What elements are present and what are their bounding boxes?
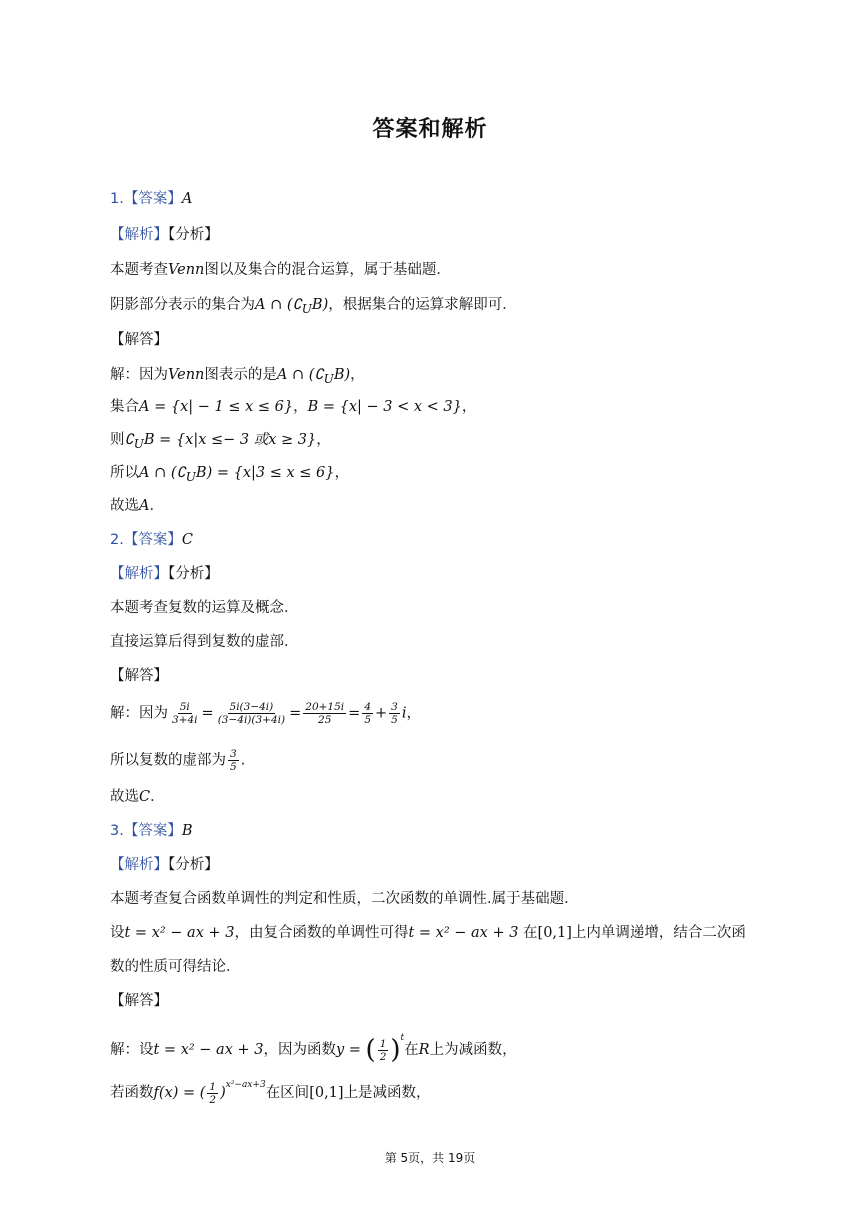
q2-answer-tag: 【答案】 bbox=[123, 532, 182, 548]
q3-answer: B bbox=[181, 823, 193, 839]
math-expr: t = x² − ax + 3 bbox=[408, 925, 519, 941]
interval: [0,1] bbox=[537, 925, 572, 941]
math-sub: U bbox=[133, 436, 144, 451]
q2-jieda-tag: 【解答】 bbox=[110, 668, 168, 684]
q1-jiexi-tag: 【解析】 bbox=[110, 227, 168, 243]
frac-den: 5 bbox=[230, 761, 237, 773]
q2-answer-line bbox=[110, 530, 193, 550]
interval: [0,1] bbox=[309, 1085, 344, 1101]
frac-num: 3 bbox=[391, 701, 398, 713]
q2-solution-line2 bbox=[110, 748, 245, 773]
q2-analysis-line2: 直接运算后得到复数的虚部． bbox=[110, 634, 299, 650]
q1-solution-line4 bbox=[110, 463, 349, 487]
text: ，根据集合的运算求解即可． bbox=[328, 297, 517, 313]
left-paren: ( bbox=[365, 1035, 376, 1065]
page-title: 答案和解析 bbox=[372, 117, 488, 142]
math-expr: y = bbox=[335, 1042, 361, 1058]
imag-unit: i bbox=[401, 705, 407, 722]
text: 上内单调递增，结合二次函 bbox=[571, 925, 746, 941]
text: 在 bbox=[404, 1042, 419, 1058]
q3-analysis-line2 bbox=[110, 923, 746, 943]
math-expr: ) bbox=[220, 1085, 226, 1101]
choice: A bbox=[139, 498, 150, 514]
math-expr: f(x) = ( bbox=[153, 1085, 206, 1101]
q2-analysis-line1: 本题考查复数的运算及概念． bbox=[110, 600, 299, 616]
q2-solution-line3 bbox=[110, 787, 165, 807]
frac-den: 5 bbox=[391, 714, 398, 726]
q1-analysis-line2 bbox=[110, 295, 517, 319]
math-expr: R bbox=[418, 1042, 430, 1058]
frac-num: 20+15i bbox=[305, 701, 345, 713]
fraction bbox=[362, 701, 373, 726]
fraction bbox=[228, 748, 239, 773]
text: 上为减函数， bbox=[429, 1042, 517, 1058]
right-paren: ) bbox=[390, 1035, 401, 1065]
frac-num: 1 bbox=[209, 1080, 217, 1093]
q3-jieda-tag: 【解答】 bbox=[110, 993, 168, 1009]
math-sub: U bbox=[323, 371, 334, 386]
frac-num: 5i(3−4i) bbox=[229, 701, 274, 713]
text: ． bbox=[149, 498, 164, 514]
venn-text: Venn bbox=[168, 262, 205, 278]
q2-answer: C bbox=[181, 532, 193, 548]
text: ，因为函数 bbox=[263, 1042, 336, 1058]
math-expr: B = {x| − 3 < x < 3} bbox=[307, 399, 462, 415]
venn-text: Venn bbox=[168, 367, 205, 383]
q1-fenxi-tag: 【分析】 bbox=[168, 227, 219, 243]
text: 本题考查 bbox=[110, 262, 168, 278]
math-sup: x²−ax+3 bbox=[225, 1080, 266, 1090]
q1-jieda-tag: 【解答】 bbox=[110, 332, 168, 348]
math-expr: A = {x| − 1 ≤ x ≤ 6} bbox=[139, 399, 294, 415]
math-expr: A ∩ (∁ bbox=[276, 367, 324, 383]
q1-analysis-line1 bbox=[110, 260, 451, 280]
text: 在区间 bbox=[265, 1085, 310, 1101]
frac-num: 4 bbox=[364, 701, 371, 713]
math-expr: B = {x|x ≤− 3 或x ≥ 3} bbox=[143, 432, 317, 448]
text: ，由复合函数的单调性可得 bbox=[234, 925, 409, 941]
q1-answer-tag: 【答案】 bbox=[123, 191, 182, 207]
frac-den: (3−4i)(3+4i) bbox=[217, 714, 286, 726]
text: ， bbox=[334, 465, 349, 481]
math-expr: B) bbox=[311, 297, 329, 313]
frac-num: 3 bbox=[230, 748, 237, 760]
text: 则 bbox=[110, 432, 125, 448]
text: 所以复数的虚部为 bbox=[110, 752, 226, 769]
frac-den: 25 bbox=[318, 714, 332, 726]
q3-solution-line1 bbox=[110, 1028, 517, 1063]
text: ， bbox=[350, 367, 365, 383]
text: 上是减函数， bbox=[343, 1085, 431, 1101]
text: 设 bbox=[110, 925, 125, 941]
math-expr: B) = {x|3 ≤ x ≤ 6} bbox=[195, 465, 335, 481]
q3-fenxi-tag: 【分析】 bbox=[168, 857, 219, 873]
q1-number: 1. bbox=[110, 191, 124, 207]
q1-analysis-tags bbox=[110, 225, 219, 245]
text: 在 bbox=[518, 925, 538, 941]
q1-solution-line5 bbox=[110, 496, 164, 516]
text: ， bbox=[406, 705, 421, 722]
text: ， bbox=[316, 432, 331, 448]
math-sup: t bbox=[400, 1033, 405, 1043]
fraction bbox=[216, 701, 287, 726]
math-expr: t = x² − ax + 3 bbox=[124, 925, 235, 941]
math-expr: t = x² − ax + 3 bbox=[153, 1042, 264, 1058]
text: 所以 bbox=[110, 465, 139, 481]
q1-answer: A bbox=[181, 191, 193, 207]
q3-analysis-line3: 数的性质可得结论． bbox=[110, 959, 241, 975]
fraction bbox=[170, 701, 200, 726]
q2-solution-line1 bbox=[110, 701, 421, 726]
q2-analysis-tags bbox=[110, 564, 219, 584]
page-footer: 第 5页，共 19页 bbox=[384, 1151, 476, 1165]
frac-den: 2 bbox=[379, 1050, 387, 1063]
q3-analysis-tags bbox=[110, 855, 219, 875]
text: ． bbox=[150, 789, 165, 805]
fraction bbox=[207, 1081, 218, 1106]
fraction bbox=[378, 1038, 389, 1063]
text: 若函数 bbox=[110, 1085, 154, 1101]
equals: = bbox=[289, 705, 302, 722]
text: 阴影部分表示的集合为 bbox=[110, 297, 255, 313]
math-sub: U bbox=[301, 301, 312, 316]
math-sub: U bbox=[185, 469, 196, 484]
equals: = bbox=[348, 705, 361, 722]
q3-number: 3. bbox=[110, 823, 124, 839]
text: 解：设 bbox=[110, 1042, 154, 1058]
text: 图以及集合的混合运算，属于基础题． bbox=[204, 262, 451, 278]
q3-solution-line2 bbox=[110, 1075, 431, 1106]
q3-answer-tag: 【答案】 bbox=[123, 823, 182, 839]
text: . bbox=[240, 752, 246, 769]
equals: = bbox=[201, 705, 214, 722]
q3-jiexi-tag: 【解析】 bbox=[110, 857, 168, 873]
q3-analysis-line1: 本题考查复合函数单调性的判定和性质，二次函数的单调性.属于基础题． bbox=[110, 891, 579, 907]
text: 解：因为 bbox=[110, 367, 168, 383]
q1-answer-line bbox=[110, 189, 192, 209]
fraction bbox=[303, 701, 346, 726]
text: ， bbox=[461, 399, 477, 415]
fraction bbox=[389, 701, 400, 726]
choice: C bbox=[139, 789, 151, 805]
frac-num: 5i bbox=[179, 701, 190, 713]
text: 故选 bbox=[110, 789, 139, 805]
text: ， bbox=[293, 399, 308, 415]
text: 图表示的是 bbox=[204, 367, 277, 383]
frac-den: 5 bbox=[364, 714, 371, 726]
frac-den: 2 bbox=[209, 1093, 217, 1106]
q1-solution-line3 bbox=[110, 430, 331, 454]
plus: + bbox=[375, 705, 388, 722]
text: 故选 bbox=[110, 498, 139, 514]
q1-solution-line1 bbox=[110, 365, 365, 389]
q2-fenxi-tag: 【分析】 bbox=[168, 566, 219, 582]
math-expr: A ∩ (∁ bbox=[139, 465, 186, 481]
frac-den: 3+4i bbox=[172, 714, 198, 726]
q3-answer-line bbox=[110, 821, 193, 841]
math-expr: ∁ bbox=[124, 432, 134, 448]
math-expr: B) bbox=[333, 367, 351, 383]
q1-solution-line2 bbox=[110, 397, 476, 417]
q2-jiexi-tag: 【解析】 bbox=[110, 566, 168, 582]
text: 集合 bbox=[110, 399, 139, 415]
frac-num: 1 bbox=[379, 1037, 387, 1050]
math-expr: A ∩ (∁ bbox=[255, 297, 302, 313]
text: 解：因为 bbox=[110, 705, 168, 722]
q2-number: 2. bbox=[110, 532, 124, 548]
